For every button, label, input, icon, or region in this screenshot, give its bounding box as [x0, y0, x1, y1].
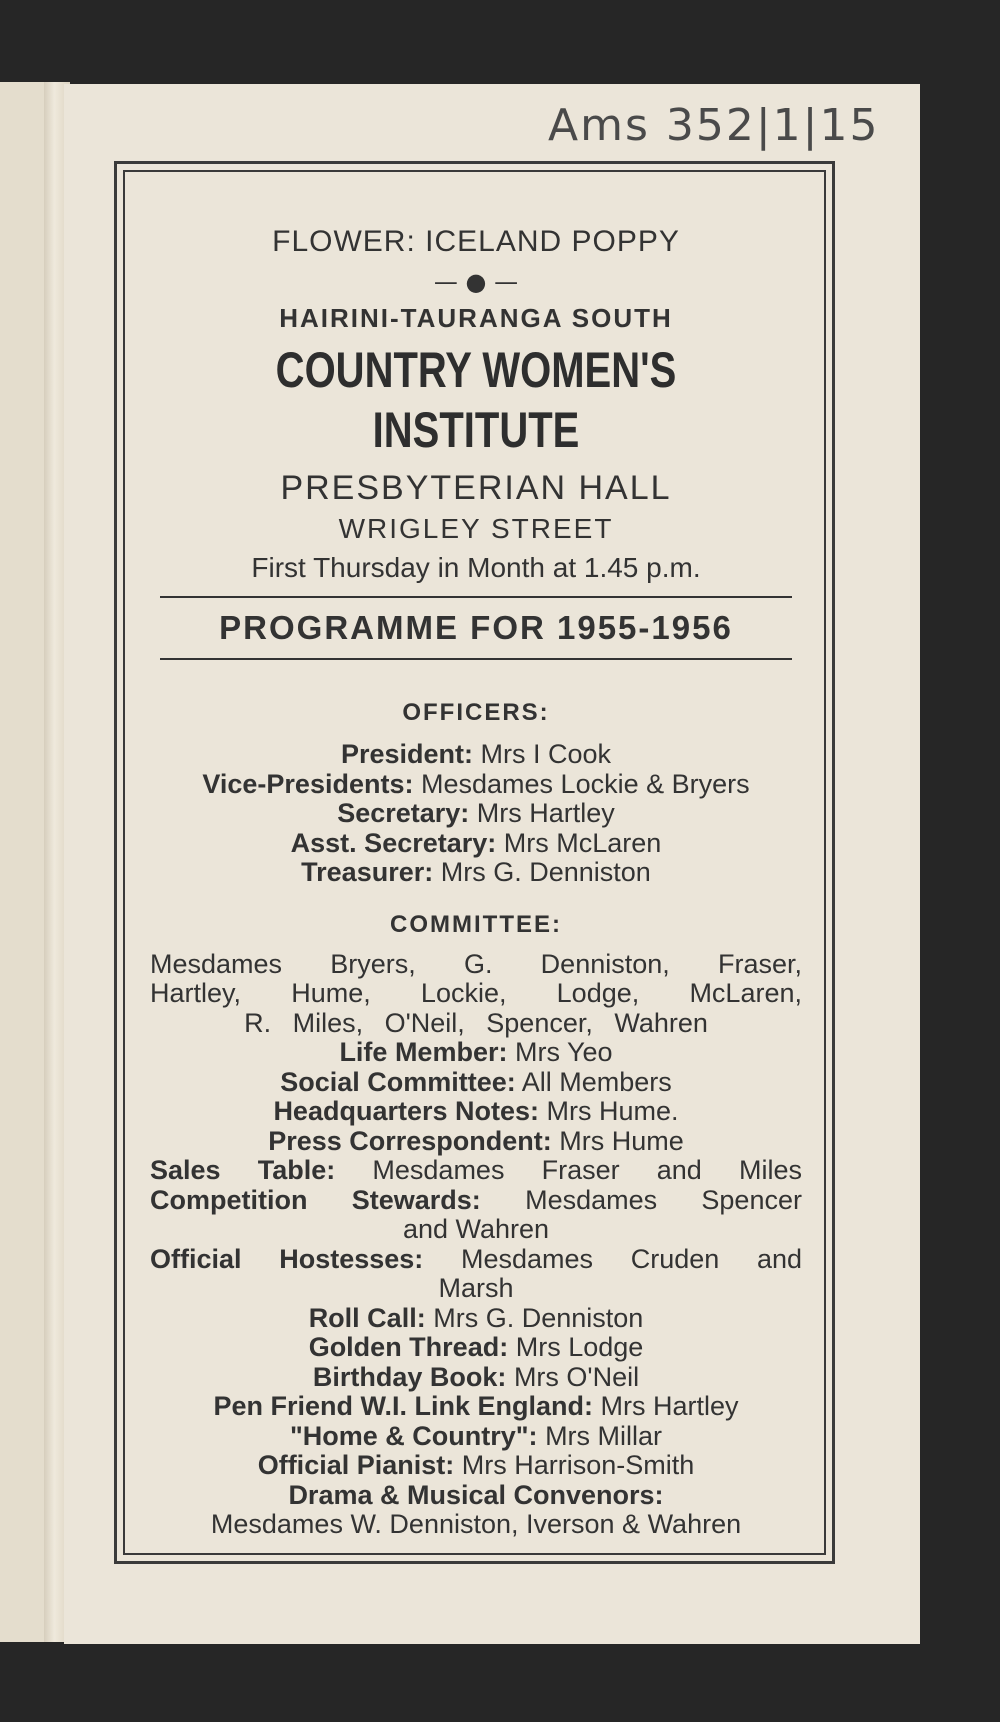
archive-reference: Ams 352|1|15	[548, 100, 880, 151]
committee-role-row	[150, 1363, 802, 1393]
divider-bottom	[160, 658, 792, 660]
officer-role: Vice-Presidents:	[202, 768, 414, 799]
committee-list	[150, 950, 802, 1540]
flower-line: FLOWER: ICELAND POPPY	[272, 225, 680, 258]
committee-role: Golden Thread:	[308, 1332, 509, 1362]
officer-row	[150, 829, 802, 859]
committee-role-row	[150, 1392, 802, 1422]
committee-name: Mesdames Fraser and Miles	[372, 1155, 802, 1185]
programme-title: PROGRAMME FOR 1955-1956	[219, 609, 733, 646]
committee-role-row	[150, 1038, 802, 1068]
committee-role-continuation: Mesdames W. Denniston, Iverson & Wahren	[210, 1509, 742, 1539]
committee-role: "Home & Country":	[289, 1420, 538, 1451]
committee-role-row	[150, 1333, 802, 1363]
venue-street: WRIGLEY STREET	[338, 513, 614, 544]
committee-role: Sales Table:	[150, 1155, 336, 1185]
committee-role: Roll Call:	[308, 1302, 426, 1333]
committee-role: Drama & Musical Convenors:	[288, 1479, 664, 1510]
officer-row	[150, 799, 802, 829]
officer-role: President:	[340, 739, 473, 769]
committee-name: Mesdames Spencer	[525, 1184, 802, 1215]
committee-role-row	[150, 1422, 802, 1452]
committee-members-line: Mesdames Bryers, G. Denniston, Fraser,	[150, 948, 802, 979]
committee-role-row	[150, 1451, 802, 1481]
committee-name: Mrs Millar	[545, 1420, 663, 1451]
committee-name: Mrs Yeo	[514, 1037, 613, 1067]
committee-name: Mrs Lodge	[515, 1332, 644, 1362]
officer-row	[150, 770, 802, 800]
committee-name: Mrs Hume.	[546, 1096, 679, 1126]
committee-members-line: R. Miles, O'Neil, Spencer, Wahren	[244, 1007, 708, 1038]
committee-role: Headquarters Notes:	[273, 1096, 540, 1126]
officer-name: Mrs I Cook	[480, 739, 612, 769]
committee-role-row	[150, 1156, 802, 1186]
committee-name: Mrs Harrison-Smith	[461, 1450, 695, 1480]
committee-role-row	[150, 1127, 802, 1157]
ornament-divider: — ● —	[433, 268, 519, 296]
organization-name: HAIRINI-TAURANGA SOUTH	[279, 303, 673, 333]
officer-role: Asst. Secretary:	[290, 827, 497, 858]
meeting-time: First Thursday in Month at 1.45 p.m.	[251, 552, 701, 583]
officer-name: Mrs Hartley	[476, 798, 615, 828]
committee-role: Social Committee:	[280, 1066, 516, 1097]
officer-role: Treasurer:	[301, 857, 434, 887]
committee-name: Mrs Hartley	[600, 1391, 739, 1421]
officer-row	[150, 858, 802, 888]
committee-role-row	[150, 1481, 802, 1511]
committee-members-line: Hartley, Hume, Lockie, Lodge, McLaren,	[150, 978, 802, 1008]
officer-role: Secretary:	[337, 798, 470, 828]
committee-heading: COMMITTEE:	[390, 910, 562, 938]
committee-role: Pen Friend W.I. Link England:	[213, 1391, 593, 1421]
committee-role-row	[150, 1245, 802, 1275]
committee-name: All Members	[521, 1066, 672, 1097]
committee-role-row	[150, 1068, 802, 1098]
committee-role-row	[150, 1097, 802, 1127]
committee-role: Birthday Book:	[312, 1361, 507, 1392]
card-content	[150, 200, 802, 1540]
committee-role: Official Pianist:	[257, 1450, 455, 1480]
committee-role: Life Member:	[339, 1037, 508, 1067]
committee-name: Mrs Hume	[559, 1125, 684, 1156]
venue-name: PRESBYTERIAN HALL	[280, 469, 672, 507]
officers-list	[150, 740, 802, 888]
committee-name: Mesdames Cruden and	[460, 1243, 802, 1274]
officer-name: Mrs G. Denniston	[440, 857, 651, 887]
committee-role-continuation: and Wahren	[402, 1214, 550, 1244]
committee-role: Competition Stewards:	[150, 1184, 481, 1215]
officers-heading: OFFICERS:	[402, 699, 550, 726]
committee-role-row	[150, 1304, 802, 1334]
institute-title: COUNTRY WOMEN'S INSTITUTE	[275, 342, 677, 458]
officer-row	[150, 740, 802, 770]
officer-name: Mrs McLaren	[503, 827, 662, 858]
officer-name: Mesdames Lockie & Bryers	[421, 768, 750, 799]
committee-name: Mrs G. Denniston	[433, 1302, 644, 1333]
committee-role-row	[150, 1186, 802, 1216]
committee-role: Press Correspondent:	[268, 1125, 552, 1156]
committee-name: Mrs O'Neil	[513, 1361, 640, 1392]
committee-role-continuation: Marsh	[438, 1273, 514, 1303]
committee-role: Official Hostesses:	[150, 1243, 424, 1274]
